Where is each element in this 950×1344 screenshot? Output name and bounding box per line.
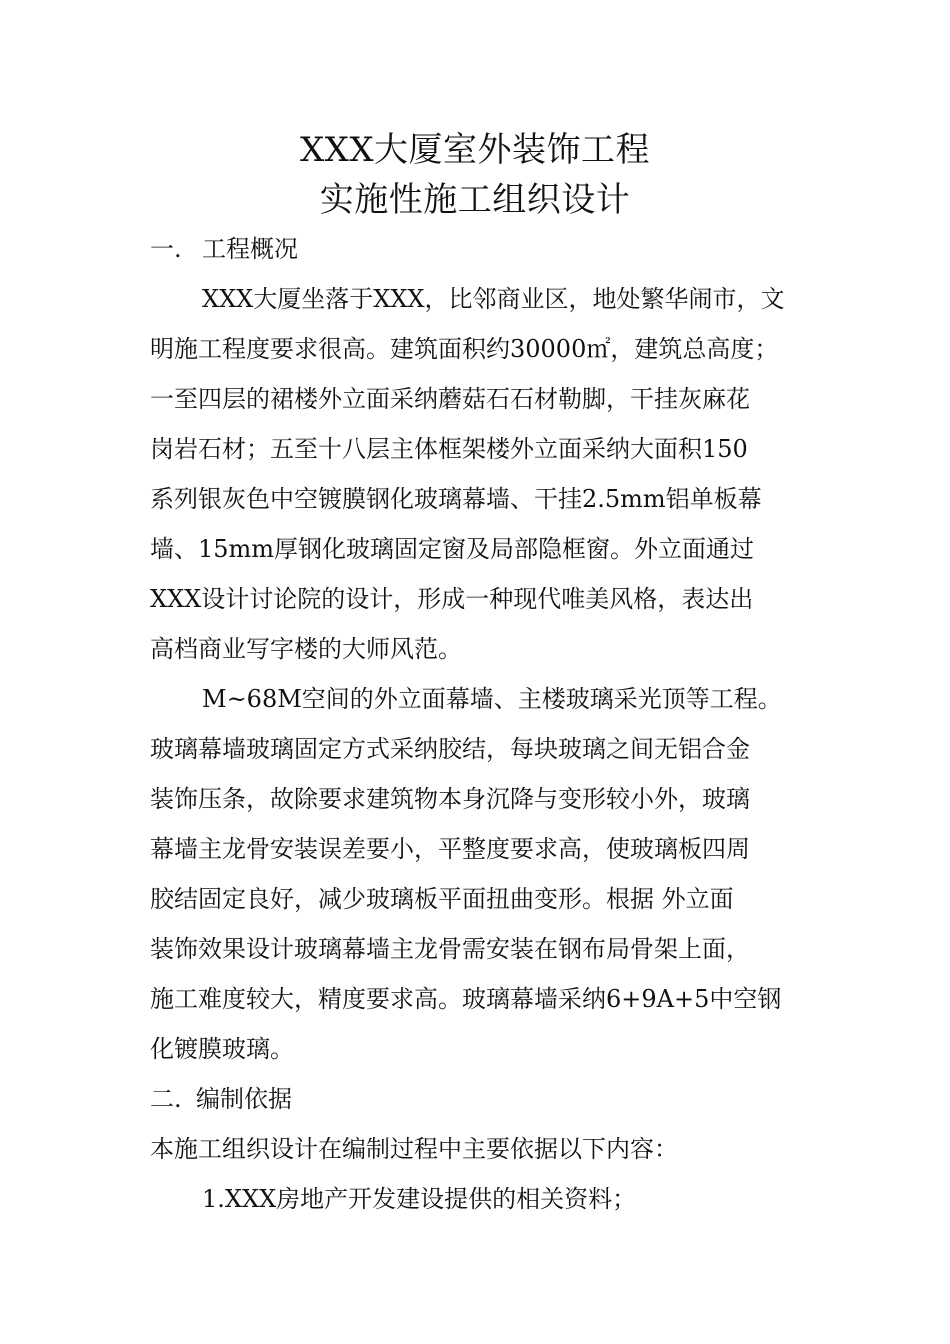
section-title: 工程概况 (202, 235, 298, 263)
paragraph-line: 一至四层的裙楼外立面采纳蘑菇石石材勒脚，干挂灰麻花 (150, 385, 750, 413)
paragraph-line: 装饰效果设计玻璃幕墙主龙骨需安装在钢布局骨架上面， (150, 935, 750, 963)
paragraph-line: 幕墙主龙骨安装误差要小，平整度要求高，使玻璃板四周 (150, 835, 750, 863)
paragraph-line: 系列银灰色中空镀膜钢化玻璃幕墙、干挂2.5mm铝单板幕 (150, 485, 762, 513)
section-number: 一. (150, 235, 182, 263)
document-title-line1: XXX大厦室外装饰工程 (299, 130, 651, 170)
paragraph-line: 明施工程度要求很高。建筑面积约30000㎡，建筑总高度； (150, 335, 779, 363)
paragraph-line: XXX大厦坐落于XXX，比邻商业区，地处繁华闹市，文 (202, 285, 785, 313)
paragraph-line: 胶结固定良好，减少玻璃板平面扭曲变形。根据 外立面 (150, 885, 734, 913)
paragraph-line: 岗岩石材；五至十八层主体框架楼外立面采纳大面积150 (150, 435, 748, 463)
paragraph-line: 施工难度较大，精度要求高。玻璃幕墙采纳6+9A+5中空钢 (150, 985, 782, 1013)
paragraph-line: 玻璃幕墙玻璃固定方式采纳胶结，每块玻璃之间无铝合金 (150, 735, 750, 763)
paragraph-line: 化镀膜玻璃。 (150, 1035, 294, 1063)
paragraph-line: 装饰压条，故除要求建筑物本身沉降与变形较小外，玻璃 (150, 785, 750, 813)
section-title: 编制依据 (196, 1085, 292, 1113)
document-title-line2: 实施性施工组织设计 (319, 180, 631, 220)
basis-list-item: 1.XXX房地产开发建设提供的相关资料； (202, 1185, 637, 1213)
paragraph-line: 墙、15mm厚钢化玻璃固定窗及局部隐框窗。外立面通过 (150, 535, 755, 563)
section-heading-1 (150, 234, 298, 264)
section-heading-2 (150, 1084, 292, 1114)
paragraph-line: XXX设计讨论院的设计，形成一种现代唯美风格，表达出 (150, 585, 754, 613)
paragraph-line: 高档商业写字楼的大师风范。 (150, 635, 462, 663)
section-intro: 本施工组织设计在编制过程中主要依据以下内容： (150, 1135, 678, 1163)
paragraph-line: M~68M空间的外立面幕墙、主楼玻璃采光顶等工程。 (202, 685, 782, 713)
section-number: 二. (150, 1085, 182, 1113)
